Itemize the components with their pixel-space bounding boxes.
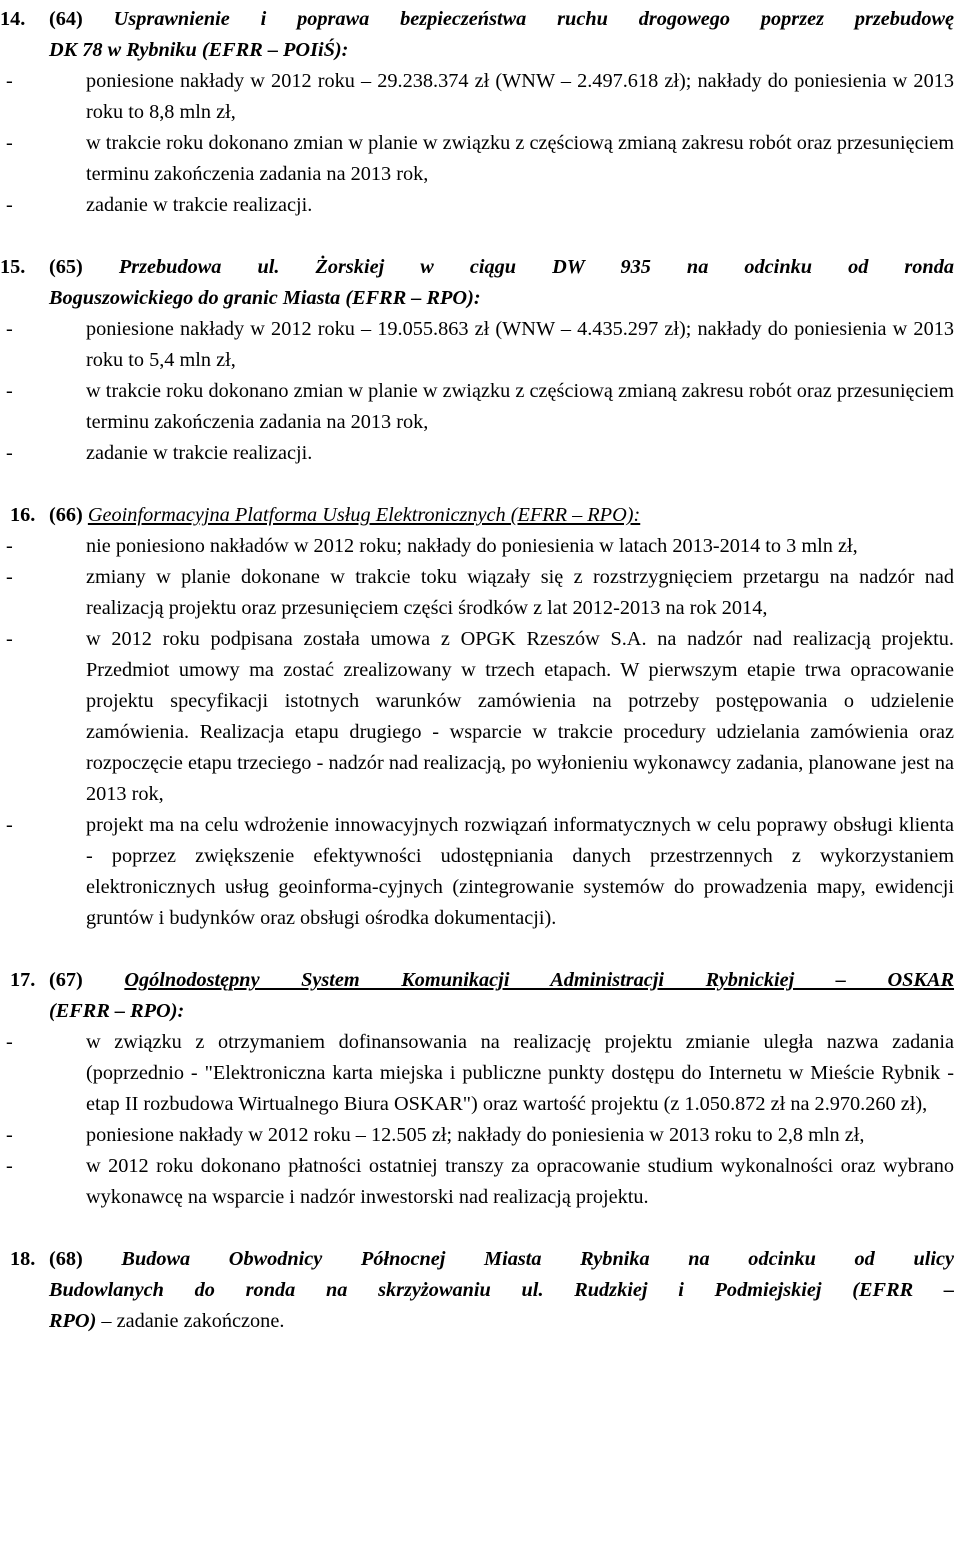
task-code: (64) [49, 8, 83, 30]
list-item [0, 531, 960, 562]
section-number: 17. [10, 969, 36, 991]
section-heading [0, 500, 960, 531]
list-item [0, 1027, 960, 1120]
task-title-cont: DK 78 w Rybniku (EFRR – POIiŚ): [49, 39, 349, 61]
list-item [0, 562, 960, 624]
section-14 [0, 4, 960, 221]
task-code: (66) [49, 504, 83, 526]
dash-marker: - [6, 1124, 13, 1146]
dash-marker: - [6, 566, 13, 588]
section-heading-cont [0, 996, 960, 1027]
item-list [0, 66, 960, 221]
dash-marker: - [6, 1155, 13, 1177]
dash-marker: - [6, 318, 13, 340]
dash-marker: - [6, 535, 13, 557]
item-text: zmiany w planie dokonane w trakcie toku wiązały się z rozstrzygnięciem przetargu na nadzór nad realizacją projektu oraz przesunięciem części środków z lat 2012-2013 na rok 2014, [86, 566, 954, 619]
dash-marker: - [6, 442, 13, 464]
section-heading-cont [0, 283, 960, 314]
section-heading [0, 4, 960, 35]
task-title: Ogólnodostępny System Komunikacji Administracji Rybnickiej – OSKAR [124, 969, 955, 991]
section-heading-cont [0, 35, 960, 66]
list-item [0, 624, 960, 810]
item-text: projekt ma na celu wdrożenie innowacyjnych rozwiązań informatycznych w celu poprawy obsługi klienta - poprzez zwiększenie efektywności udostępniania danych przestrzennych z wykorzystaniem elektronicznych usług geoinforma-cyjnych (zintegrowanie systemów do prowadzenia mapy, ewidencji gruntów i budynków oraz obsługi ośrodka dokumentacji). [86, 814, 954, 929]
list-item [0, 1120, 960, 1151]
section-heading [0, 252, 960, 283]
list-item [0, 810, 960, 934]
item-text: w 2012 roku dokonano płatności ostatniej transzy za opracowanie studium wykonalności oraz wybrano wykonawcę na wsparcie i nadzór inwestorski nad realizacją projektu. [86, 1155, 954, 1208]
dash-marker: - [6, 132, 13, 154]
task-title: Geoinformacyjna Platforma Usług Elektronicznych (EFRR – RPO): [87, 504, 641, 526]
list-item [0, 190, 960, 221]
section-17 [0, 965, 960, 1213]
dash-marker: - [6, 628, 13, 650]
item-list [0, 531, 960, 934]
task-code: (65) [49, 256, 83, 278]
task-title: Budowa Obwodnicy Północnej Miasta Rybnika na odcinku od ulicy [121, 1248, 954, 1270]
item-text: poniesione nakłady w 2012 roku – 12.505 zł; nakłady do poniesienia w 2013 roku to 2,8 mln zł, [86, 1124, 865, 1146]
item-text: poniesione nakłady w 2012 roku – 29.238.374 zł (WNW – 2.497.618 zł); nakłady do poniesienia w 2013 roku to 8,8 mln zł, [86, 70, 954, 123]
task-code: (68) [49, 1248, 83, 1270]
task-title: Przebudowa ul. Żorskiej w ciągu DW 935 na odcinku od ronda [118, 256, 954, 278]
item-text: w trakcie roku dokonano zmian w planie w związku z częściową zmianą zakresu robót oraz przesunięciem terminu zakończenia zadania na 2013 rok, [86, 380, 954, 433]
section-number: 14. [0, 8, 26, 30]
item-list [0, 1027, 960, 1213]
section-15 [0, 252, 960, 469]
list-item [0, 128, 960, 190]
section-number: 18. [10, 1248, 36, 1270]
task-title-cont: Budowlanych do ronda na skrzyżowaniu ul. Rudzkiej i Podmiejskiej (EFRR – [49, 1279, 954, 1301]
list-item [0, 1151, 960, 1213]
list-item [0, 314, 960, 376]
task-title: Usprawnienie i poprawa bezpieczeństwa ruchu drogowego poprzez przebudowę [113, 8, 955, 30]
item-text: nie poniesiono nakładów w 2012 roku; nakłady do poniesienia w latach 2013-2014 to 3 mln zł, [86, 535, 858, 557]
section-16 [0, 500, 960, 934]
section-heading [0, 965, 960, 996]
list-item [0, 438, 960, 469]
task-status: – zadanie zakończone. [96, 1310, 285, 1332]
section-heading-cont [0, 1306, 960, 1337]
section-number: 16. [10, 504, 36, 526]
task-code: (67) [49, 969, 83, 991]
section-heading-cont [0, 1275, 960, 1306]
task-title-cont: (EFRR – RPO): [49, 1000, 185, 1022]
item-text: w 2012 roku podpisana została umowa z OPGK Rzeszów S.A. na nadzór nad realizacją projektu. Przedmiot umowy ma zostać zrealizowany w trzech etapach. W pierwszym etapie trwa opracowanie projektu specyfikacji istotnych warunków zamówienia na potrzeby postępowania o udzielenie zamówienia. Realizacja etapu drugiego - wsparcie w trakcie procedury udzielania zamówienia oraz rozpoczęcie etapu trzeciego - nadzór nad realizacją, po wyłonieniu wykonawcy zadania, planowane jest na 2013 rok, [86, 628, 954, 805]
item-text: zadanie w trakcie realizacji. [86, 194, 313, 216]
list-item [0, 376, 960, 438]
dash-marker: - [6, 194, 13, 216]
task-title-cont: RPO) [49, 1310, 97, 1332]
item-list [0, 314, 960, 469]
dash-marker: - [6, 70, 13, 92]
dash-marker: - [6, 1031, 13, 1053]
item-text: zadanie w trakcie realizacji. [86, 442, 313, 464]
task-title-cont: Boguszowickiego do granic Miasta (EFRR – RPO): [49, 287, 481, 309]
list-item [0, 66, 960, 128]
dash-marker: - [6, 380, 13, 402]
section-18 [0, 1244, 960, 1337]
item-text: poniesione nakłady w 2012 roku – 19.055.863 zł (WNW – 4.435.297 zł); nakłady do poniesienia w 2013 roku to 5,4 mln zł, [86, 318, 954, 371]
item-text: w związku z otrzymaniem dofinansowania na realizację projektu zmianie uległa nazwa zadania (poprzednio - "Elektroniczna karta miejska i publiczne punkty dostępu do Internetu w Mieście Rybnik - etap II rozbudowa Wirtualnego Biura OSKAR") oraz wartość projektu (z 1.050.872 zł na 2.970.260 zł), [86, 1031, 954, 1115]
item-text: w trakcie roku dokonano zmian w planie w związku z częściową zmianą zakresu robót oraz przesunięciem terminu zakończenia zadania na 2013 rok, [86, 132, 954, 185]
dash-marker: - [6, 814, 13, 836]
section-number: 15. [0, 256, 26, 278]
section-heading [0, 1244, 960, 1275]
